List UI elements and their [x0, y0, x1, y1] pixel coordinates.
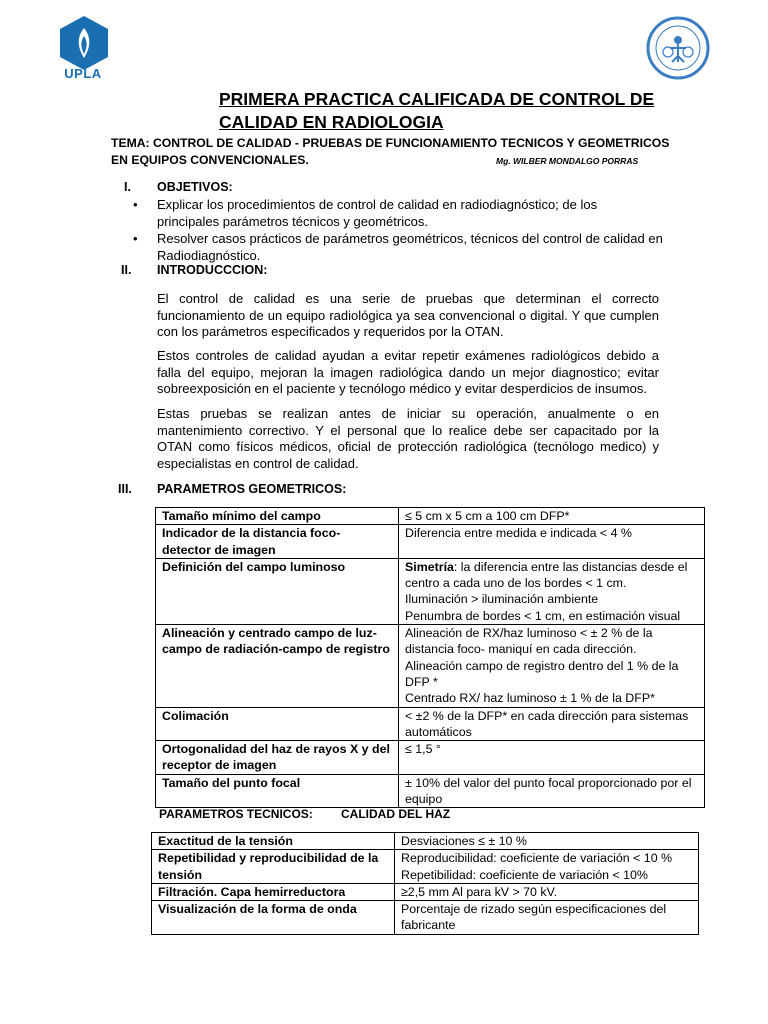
param-cell: Indicador de la distancia foco- detector de imagen — [156, 525, 399, 559]
value-line: Repetibilidad: coeficiente de variación < 10% — [401, 867, 648, 882]
objetivo-line: Resolver casos prácticos de parámetros geométricos, técnicos del control de calidad en — [157, 231, 663, 246]
param-cell: Alineación y centrado campo de luz-campo de radiación-campo de registro — [156, 625, 399, 707]
intro-paragraph: El control de calidad es una serie de pruebas que determinan el correcto funcionamiento de un equipo radiológica ya sea convencional o digital. Y que cumplen con los parámetros especificados y requeridos por la OTAN. — [157, 291, 659, 339]
table-row — [156, 508, 705, 525]
page-title-line1: PRIMERA PRACTICA CALIFICADA DE CONTROL DE — [219, 89, 655, 109]
section-title-introduccion: INTRODUCCCION: — [157, 263, 268, 277]
param-cell: Definición del campo luminoso — [156, 558, 399, 624]
param-cell: Exactitud de la tensión — [152, 833, 395, 850]
param-cell: Filtración. Capa hemirreductora — [152, 883, 395, 900]
table-row — [152, 850, 699, 884]
value-cell — [399, 707, 705, 741]
section-number-3: III. — [118, 482, 132, 496]
objetivo-line: Explicar los procedimientos de control de calidad en radiodiagnóstico; de los — [157, 197, 598, 212]
value-cell — [399, 558, 705, 624]
bullet-icon: • — [133, 197, 138, 212]
value-cell — [399, 508, 705, 525]
value-line: Iluminación > iluminación ambiente — [405, 592, 599, 607]
value-line: Porcentaje de rizado según especificaciones del fabricante — [401, 902, 667, 933]
value-line: Desviaciones ≤ ± 10 % — [401, 834, 527, 848]
param-cell: Tamaño mínimo del campo — [156, 508, 399, 525]
table-row — [152, 833, 699, 850]
param-cell: Ortogonalidad del haz de rayos X y del receptor de imagen — [156, 741, 399, 775]
table-row — [156, 525, 705, 559]
section-title-objetivos: OBJETIVOS: — [157, 180, 233, 194]
param-cell: Repetibilidad y reproducibilidad de la tensión — [152, 850, 395, 884]
section-number-1: I. — [124, 180, 131, 194]
param-cell: Colimación — [156, 707, 399, 741]
value-line: ≤ 1,5 ° — [405, 742, 441, 757]
section-subtitle-calidad-haz: CALIDAD DEL HAZ — [341, 807, 451, 821]
value-line — [405, 559, 698, 592]
technical-parameters-table — [151, 832, 699, 935]
value-line: Centrado RX/ haz luminoso ± 1 % de la DFP* — [405, 691, 655, 706]
value-cell — [399, 741, 705, 775]
section-title-geometricos: PARAMETROS GEOMETRICOS: — [157, 482, 347, 496]
bullet-icon: • — [133, 231, 138, 246]
geometric-parameters-table — [155, 507, 705, 808]
objetivo-item — [157, 197, 667, 230]
value-line: Alineación campo de registro dentro del 1 % de la DFP * — [405, 658, 679, 689]
objetivo-line: principales parámetros técnicos y geométricos. — [157, 213, 428, 229]
value-line: ≤ 5 cm x 5 cm a 100 cm DFP* — [405, 509, 570, 523]
table-row — [156, 558, 705, 624]
value-line: Alineación de RX/haz luminoso < ± 2 % de la distancia foco- maniquí en cada dirección. — [405, 626, 653, 657]
value-line: Reproducibilidad: coeficiente de variación < 10 % — [401, 851, 673, 866]
objetivo-item — [157, 231, 667, 264]
table-row — [152, 901, 699, 935]
tema-line1: TEMA: CONTROL DE CALIDAD - PRUEBAS DE FUNCIONAMIENTO TECNICOS Y GEOMETRICOS — [111, 136, 670, 150]
intro-paragraph: Estos controles de calidad ayudan a evitar repetir exámenes radiológicos debido a falla del equipo, mejoran la imagen radiológica dando un mejor diagnostico; evitar sobreexposición en el paciente y tecnólogo médico y evitar desperdicios de insumos. — [157, 348, 659, 396]
author-name: Mg. WILBER MONDALGO PORRAS — [496, 156, 639, 166]
intro-paragraph: Estas pruebas se realizan antes de iniciar su operación, anualmente o en mantenimiento correctivo. Y el personal que lo realice debe ser capacitado por la OTAN como físicos médicos, oficial de protección radiológica (tecnólogo medico) y especialistas en control de calidad. — [157, 406, 659, 471]
param-cell: Visualización de la forma de onda — [152, 901, 395, 935]
value-cell — [399, 625, 705, 707]
tema-line2: EN EQUIPOS CONVENCIONALES. — [111, 153, 309, 167]
table-row — [152, 883, 699, 900]
value-cell — [399, 774, 705, 808]
value-bold-prefix: Simetría — [405, 559, 454, 574]
table-row — [156, 625, 705, 707]
value-line: Penumbra de bordes < 1 cm, en estimación visual — [405, 608, 681, 623]
value-cell — [395, 901, 699, 935]
param-cell: Tamaño del punto focal — [156, 774, 399, 808]
value-line: ≥2,5 mm Al para kV > 70 kV. — [401, 884, 558, 899]
table-row — [156, 774, 705, 808]
section-title-tecnicos: PARAMETROS TECNICOS: — [159, 807, 313, 821]
value-text: : la diferencia entre las distancias desde el centro a cada uno de los bordes < 1 cm. — [405, 559, 688, 591]
value-cell — [399, 525, 705, 559]
upla-logo-text: UPLA — [64, 66, 102, 81]
section-number-2: II. — [121, 263, 132, 277]
table-row — [156, 707, 705, 741]
faculty-seal-icon — [646, 16, 710, 80]
table-row — [156, 741, 705, 775]
value-line: Diferencia entre medida e indicada < 4 % — [405, 526, 632, 541]
value-line: ± 10% del valor del punto focal proporcionado por el equipo — [405, 775, 692, 807]
page-title-line2: CALIDAD EN RADIOLOGIA — [219, 112, 444, 132]
value-cell — [395, 883, 699, 900]
value-cell — [395, 850, 699, 884]
objetivo-line: Radiodiagnóstico. — [157, 247, 261, 263]
value-cell — [395, 833, 699, 850]
value-line: < ±2 % de la DFP* en cada dirección para sistemas automáticos — [405, 708, 689, 739]
